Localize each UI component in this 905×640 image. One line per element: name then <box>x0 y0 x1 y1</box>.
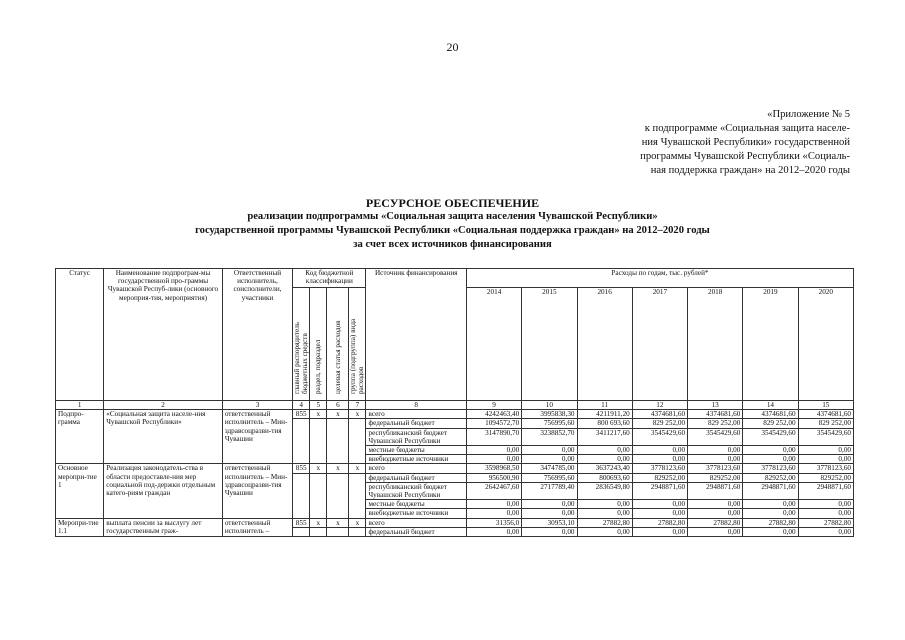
value-cell: 0,00 <box>798 509 853 518</box>
value-cell: 829252,00 <box>743 473 798 482</box>
value-cell: 3474785,00 <box>522 464 577 473</box>
source-cell: федеральный бюджет <box>366 419 466 428</box>
appendix-line: к подпрограмме «Социальная защита населе- <box>644 123 850 134</box>
code-cell-empty <box>310 473 327 518</box>
source-cell: всего <box>366 464 466 473</box>
table-row <box>56 518 854 527</box>
value-cell: 0,00 <box>522 500 577 509</box>
column-number: 4 <box>293 401 310 410</box>
header-name: Наименование подпрограм-мы государственной про-граммы Чувашской Респуб-лики (основного мероприя-тия, мероприятия) <box>104 269 223 401</box>
value-cell: 0,00 <box>798 527 853 536</box>
value-cell: 2948871,60 <box>688 482 743 499</box>
value-cell: 829252,00 <box>688 473 743 482</box>
value-cell: 0,00 <box>688 446 743 455</box>
value-cell: 4374681,60 <box>688 410 743 419</box>
code-cell: x <box>310 410 327 419</box>
value-cell: 3147890,70 <box>466 428 521 445</box>
value-cell: 3411217,60 <box>577 428 632 445</box>
value-cell: 0,00 <box>466 500 521 509</box>
value-cell: 0,00 <box>798 455 853 464</box>
value-cell: 4242463,40 <box>466 410 521 419</box>
appendix-note <box>580 108 850 178</box>
code-cell: x <box>327 410 349 419</box>
header-year: 2015 <box>522 288 577 401</box>
value-cell: 0,00 <box>743 455 798 464</box>
header-code-group: группа (подгруппа) вида расходов <box>349 288 366 401</box>
title-line: за счет всех источников финансирования <box>353 239 552 250</box>
value-cell: 0,00 <box>798 446 853 455</box>
header-year: 2020 <box>798 288 853 401</box>
code-cell-empty <box>349 473 366 518</box>
page-number: 20 <box>446 40 459 54</box>
value-cell: 2948871,60 <box>743 482 798 499</box>
status-cell: Подпро-грамма <box>56 410 104 464</box>
value-cell: 0,00 <box>577 509 632 518</box>
table-row <box>56 464 854 473</box>
code-cell-empty <box>293 473 310 518</box>
table-body <box>56 410 854 537</box>
code-cell: 855 <box>293 518 310 527</box>
value-cell: 27882,80 <box>577 518 632 527</box>
code-cell: x <box>349 410 366 419</box>
column-number: 2 <box>104 401 223 410</box>
source-cell: местные бюджеты <box>366 500 466 509</box>
value-cell: 0,00 <box>522 527 577 536</box>
value-cell: 30953,10 <box>522 518 577 527</box>
name-cell: «Социальная защита населе-ния Чувашской Республики» <box>104 410 223 464</box>
value-cell: 0,00 <box>577 527 632 536</box>
source-cell: всего <box>366 410 466 419</box>
header-status: Статус <box>56 269 104 401</box>
value-cell: 2836549,80 <box>577 482 632 499</box>
header-year: 2014 <box>466 288 521 401</box>
column-number: 5 <box>310 401 327 410</box>
value-cell: 0,00 <box>577 455 632 464</box>
code-cell-empty <box>293 419 310 464</box>
value-cell: 0,00 <box>632 527 687 536</box>
column-number: 3 <box>222 401 292 410</box>
code-cell: x <box>310 518 327 527</box>
value-cell: 4374681,60 <box>632 410 687 419</box>
value-cell: 0,00 <box>466 509 521 518</box>
value-cell: 0,00 <box>632 500 687 509</box>
value-cell: 2948871,60 <box>632 482 687 499</box>
value-cell: 0,00 <box>688 500 743 509</box>
code-cell-empty <box>349 527 366 536</box>
value-cell: 0,00 <box>577 446 632 455</box>
value-cell: 1094572,70 <box>466 419 521 428</box>
header-executor: Ответственный исполнитель, соисполнители, участники <box>222 269 292 401</box>
code-cell-empty <box>327 419 349 464</box>
value-cell: 829 252,00 <box>632 419 687 428</box>
value-cell: 4374681,60 <box>798 410 853 419</box>
header-code-grbs: главный распорядитель бюджетных средств <box>293 288 310 401</box>
value-cell: 3545429,60 <box>798 428 853 445</box>
code-cell-empty <box>310 527 327 536</box>
header-row <box>56 269 854 288</box>
column-number: 8 <box>366 401 466 410</box>
value-cell: 829 252,00 <box>688 419 743 428</box>
value-cell: 3778123,60 <box>632 464 687 473</box>
value-cell: 4211911,20 <box>577 410 632 419</box>
column-number: 11 <box>577 401 632 410</box>
value-cell: 800 693,60 <box>577 419 632 428</box>
appendix-line: ная поддержка граждан» на 2012–2020 годы <box>650 165 850 176</box>
column-number: 7 <box>349 401 366 410</box>
value-cell: 3598968,50 <box>466 464 521 473</box>
executor-cell: ответственный исполнитель – Мин-здравсоцразви-тия Чувашии <box>222 464 292 518</box>
value-cell: 2717789,40 <box>522 482 577 499</box>
header-expenses: Расходы по годам, тыс. рублей* <box>466 269 853 288</box>
value-cell: 800693,60 <box>577 473 632 482</box>
source-cell: федеральный бюджет <box>366 527 466 536</box>
document-title <box>0 196 905 252</box>
column-number: 15 <box>798 401 853 410</box>
value-cell: 31356,0 <box>466 518 521 527</box>
source-cell: республиканский бюджет Чувашской Республики <box>366 428 466 445</box>
header-year: 2016 <box>577 288 632 401</box>
executor-cell: ответственный исполнитель – <box>222 518 292 536</box>
value-cell: 0,00 <box>743 527 798 536</box>
name-cell: Реализация законодатель-ства в области предоставле-ния мер социальной под-держки отдельным катего-риям граждан <box>104 464 223 518</box>
title-line: государственной программы Чувашской Республики «Социальная поддержка граждан» на 2012–2020 годы <box>195 225 710 236</box>
value-cell: 0,00 <box>577 500 632 509</box>
header-source: Источник финансирования <box>366 269 466 401</box>
status-cell: Основное меропри-тие 1 <box>56 464 104 518</box>
header-year: 2017 <box>632 288 687 401</box>
value-cell: 3545429,60 <box>743 428 798 445</box>
value-cell: 0,00 <box>688 455 743 464</box>
value-cell: 3778123,60 <box>743 464 798 473</box>
value-cell: 956500,90 <box>466 473 521 482</box>
header-budget-code: Код бюджетной классификации <box>293 269 366 288</box>
value-cell: 829 252,00 <box>743 419 798 428</box>
value-cell: 2642467,60 <box>466 482 521 499</box>
code-cell-empty <box>349 419 366 464</box>
value-cell: 3238852,70 <box>522 428 577 445</box>
column-number: 13 <box>688 401 743 410</box>
value-cell: 829252,00 <box>798 473 853 482</box>
value-cell: 0,00 <box>522 455 577 464</box>
code-cell: x <box>310 464 327 473</box>
header-code-target: целевая статья расходов <box>327 288 349 401</box>
value-cell: 2948871,60 <box>798 482 853 499</box>
value-cell: 0,00 <box>522 446 577 455</box>
source-cell: республиканский бюджет Чувашской Республики <box>366 482 466 499</box>
code-cell-empty <box>327 527 349 536</box>
code-cell-empty <box>293 527 310 536</box>
value-cell: 0,00 <box>743 446 798 455</box>
value-cell: 0,00 <box>632 509 687 518</box>
value-cell: 0,00 <box>688 509 743 518</box>
appendix-line: ния Чувашской Республики» государственной <box>641 137 850 148</box>
name-cell: выплата пенсии за выслугу лет государственным граж- <box>104 518 223 536</box>
value-cell: 3545429,60 <box>688 428 743 445</box>
appendix-line: «Приложение № 5 <box>767 109 850 120</box>
value-cell: 829252,00 <box>632 473 687 482</box>
code-cell: 855 <box>293 464 310 473</box>
title-main: РЕСУРСНОЕ ОБЕСПЕЧЕНИЕ <box>365 196 540 210</box>
code-cell: x <box>327 518 349 527</box>
source-cell: местные бюджеты <box>366 446 466 455</box>
column-number: 12 <box>632 401 687 410</box>
source-cell: всего <box>366 518 466 527</box>
header-code-section: раздел, подраздел <box>310 288 327 401</box>
column-number: 9 <box>466 401 521 410</box>
value-cell: 756995,60 <box>522 473 577 482</box>
column-number: 14 <box>743 401 798 410</box>
code-cell-empty <box>310 419 327 464</box>
resource-table <box>55 268 854 537</box>
value-cell: 3995838,30 <box>522 410 577 419</box>
value-cell: 0,00 <box>632 446 687 455</box>
header-year: 2019 <box>743 288 798 401</box>
source-cell: внебюджетные источники <box>366 455 466 464</box>
code-cell: x <box>349 464 366 473</box>
column-number: 10 <box>522 401 577 410</box>
value-cell: 0,00 <box>466 455 521 464</box>
value-cell: 3778123,60 <box>688 464 743 473</box>
value-cell: 0,00 <box>688 527 743 536</box>
value-cell: 829 252,00 <box>798 419 853 428</box>
code-cell: x <box>327 464 349 473</box>
title-line: реализации подпрограммы «Социальная защита населения Чувашской Республики» <box>247 211 658 222</box>
source-cell: федеральный бюджет <box>366 473 466 482</box>
header-year: 2018 <box>688 288 743 401</box>
value-cell: 0,00 <box>632 455 687 464</box>
value-cell: 756995,60 <box>522 419 577 428</box>
value-cell: 4374681,60 <box>743 410 798 419</box>
column-number: 6 <box>327 401 349 410</box>
appendix-line: программы Чувашской Республики «Социаль- <box>640 151 850 162</box>
value-cell: 3545429,60 <box>632 428 687 445</box>
code-cell: x <box>349 518 366 527</box>
table-row <box>56 410 854 419</box>
column-number-row <box>56 401 854 410</box>
value-cell: 0,00 <box>743 500 798 509</box>
value-cell: 3637243,40 <box>577 464 632 473</box>
value-cell: 0,00 <box>522 509 577 518</box>
value-cell: 3778123,60 <box>798 464 853 473</box>
column-number: 1 <box>56 401 104 410</box>
value-cell: 27882,80 <box>798 518 853 527</box>
source-cell: внебюджетные источники <box>366 509 466 518</box>
value-cell: 0,00 <box>743 509 798 518</box>
value-cell: 27882,80 <box>688 518 743 527</box>
value-cell: 27882,80 <box>743 518 798 527</box>
code-cell: 855 <box>293 410 310 419</box>
value-cell: 27882,80 <box>632 518 687 527</box>
value-cell: 0,00 <box>798 500 853 509</box>
value-cell: 0,00 <box>466 527 521 536</box>
executor-cell: ответственный исполнитель – Мин-здравсоцразви-тия Чувашии <box>222 410 292 464</box>
code-cell-empty <box>327 473 349 518</box>
value-cell: 0,00 <box>466 446 521 455</box>
status-cell: Меропри-тие 1.1 <box>56 518 104 536</box>
